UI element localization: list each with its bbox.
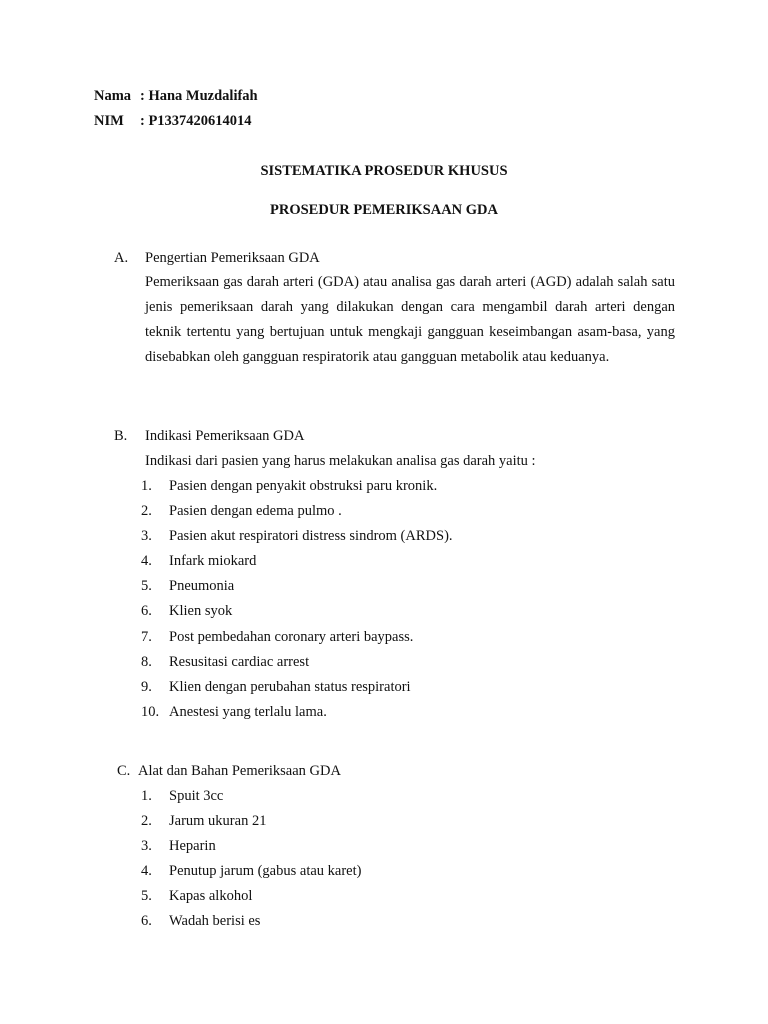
list-item-number: 2. [141,813,152,829]
list-item [141,528,453,545]
list-item-text: Infark miokard [169,553,257,569]
section-a-title: Pengertian Pemeriksaan GDA [145,250,320,266]
list-item [141,913,260,930]
section-a-label: A. [114,250,129,266]
list-item-number: 7. [141,629,152,645]
nama-label: Nama [94,88,132,104]
list-item-text: Pasien dengan edema pulmo . [169,503,342,519]
list-item-text: Anestesi yang terlalu lama. [169,704,327,720]
list-item-text: Wadah berisi es [169,913,261,929]
list-item [141,478,437,495]
list-item [141,888,252,905]
list-item [141,838,216,855]
document-subtitle: PROSEDUR PEMERIKSAAN GDA [270,202,498,218]
section-b-label: B. [114,428,128,444]
section-c-label: C. [117,763,131,779]
list-item [141,603,232,620]
list-item-number: 9. [141,679,152,695]
list-item [141,629,413,646]
list-item-text: Pasien dengan penyakit obstruksi paru kronik. [169,478,438,494]
list-item-text: Pasien akut respiratori distress sindrom (ARDS). [169,528,453,544]
list-item-number: 8. [141,654,152,670]
list-item-number: 3. [141,838,152,854]
list-item-text: Jarum ukuran 21 [169,813,267,829]
list-item-text: Pneumonia [169,578,235,594]
section-c-title: Alat dan Bahan Pemeriksaan GDA [138,763,341,779]
list-item-number: 1. [141,788,152,804]
list-item [141,654,309,671]
list-item [141,679,411,696]
list-item [141,553,256,570]
section-b-title: Indikasi Pemeriksaan GDA [145,428,305,444]
list-item-number: 4. [141,553,152,569]
list-item [141,503,342,520]
list-item-number: 1. [141,478,152,494]
list-item-number: 6. [141,913,152,929]
list-item [141,863,361,880]
list-item-number: 6. [141,603,152,619]
list-item-number: 4. [141,863,152,879]
list-item-number: 10. [141,704,160,720]
section-a-paragraph: Pemeriksaan gas darah arteri (GDA) atau analisa gas darah arteri (AGD) adalah salah satu jenis pemeriksaan darah yang dilakukan dengan cara mengambil darah arteri dengan teknik tertentu yang bertujuan untuk mengkaji gangguan keseimbangan asam-basa, yang disebabkan oleh gangguan respiratorik atau gangguan metabolik atau keduanya. [145,274,675,365]
section-b-intro: Indikasi dari pasien yang harus melakukan analisa gas darah yaitu : [145,453,536,469]
list-item-number: 3. [141,528,152,544]
list-item [141,704,327,721]
list-item-number: 5. [141,888,152,904]
list-item-text: Kapas alkohol [169,888,253,904]
list-item [141,578,234,595]
list-item [141,813,266,830]
nama-line [94,88,258,105]
nim-label: NIM [94,113,124,129]
list-item-text: Heparin [169,838,216,854]
nim-line [94,113,252,130]
list-item-text: Spuit 3cc [169,788,224,804]
nama-value: : Hana Muzdalifah [140,88,258,104]
list-item-text: Klien syok [169,603,233,619]
list-item-number: 5. [141,578,152,594]
list-item-text: Post pembedahan coronary arteri baypass. [169,629,414,645]
list-item-text: Penutup jarum (gabus atau karet) [169,863,362,879]
list-item-text: Resusitasi cardiac arrest [169,654,310,670]
list-item-number: 2. [141,503,152,519]
nim-value: : P1337420614014 [140,113,252,129]
document-title: SISTEMATIKA PROSEDUR KHUSUS [260,163,508,179]
list-item [141,788,223,805]
list-item-text: Klien dengan perubahan status respiratori [169,679,411,695]
